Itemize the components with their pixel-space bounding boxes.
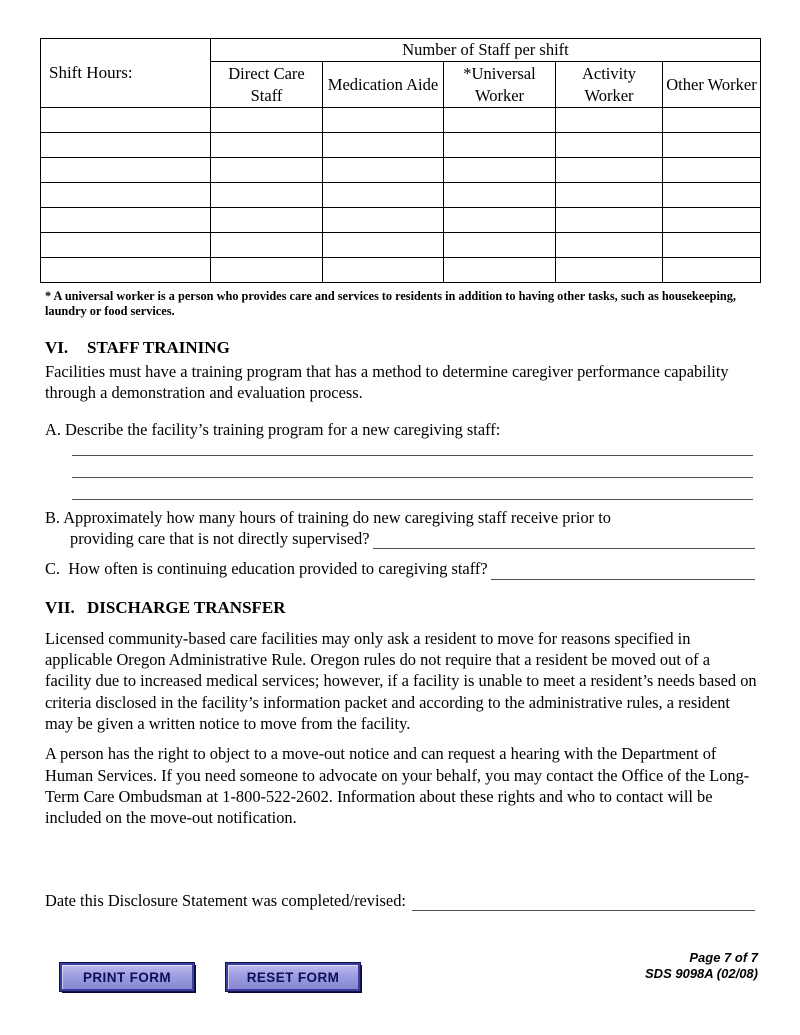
column-header-universal-worker: *Universal Worker [444,62,556,108]
staff-count-input-cell[interactable] [556,208,663,233]
section-vi-intro: Facilities must have a training program that has a method to determine caregiver performance capability through a demonstration and evaluation process. [45,361,729,403]
shift-hours-header: Shift Hours: [41,39,211,108]
staff-count-input-cell[interactable] [323,233,444,258]
shift-hours-input-cell[interactable] [41,208,211,233]
staff-table-row [41,183,761,208]
staff-table-empty-rows [41,108,761,283]
staff-count-input-cell[interactable] [323,158,444,183]
staff-count-input-cell[interactable] [211,233,323,258]
section-vi-number: VI. [45,337,69,357]
staff-table-header-rows [41,39,761,108]
staff-per-shift-table [40,38,761,283]
section-vii-paragraph-1: Licensed community-based care facilities may only ask a resident to move for reasons specified in applicable Oregon Administrative Rule. Oregon rules do not require that a resident be moved out of a facility due to increased medical services; however, if a facility is unable to meet a resident’s needs based on criteria disclosed in the facility’s information packet and according to the administrative rules, a resident may be given a written notice to move from the facility. [45,628,757,733]
question-b-line2: providing care that is not directly supervised? [70,529,370,549]
staff-count-input-cell[interactable] [444,133,556,158]
staff-count-input-cell[interactable] [556,133,663,158]
question-a-answer-line-2[interactable] [72,456,753,478]
section-vii-heading [45,598,755,618]
shift-hours-input-cell[interactable] [41,233,211,258]
staff-count-input-cell[interactable] [556,158,663,183]
staff-count-input-cell[interactable] [663,133,761,158]
print-form-button[interactable]: PRINT FORM [60,963,194,991]
column-header-other-worker: Other Worker [663,62,761,108]
staff-count-input-cell[interactable] [211,108,323,133]
staff-count-input-cell[interactable] [444,158,556,183]
staff-count-input-cell[interactable] [556,108,663,133]
staff-count-input-cell[interactable] [556,183,663,208]
staff-count-input-cell[interactable] [444,108,556,133]
page-info [645,950,758,982]
column-header-medication-aide: Medication Aide [323,62,444,108]
shift-hours-input-cell[interactable] [41,108,211,133]
staff-count-input-cell[interactable] [556,233,663,258]
staff-count-input-cell[interactable] [556,258,663,283]
section-vi-heading [45,338,755,358]
form-number: SDS 9098A (02/08) [645,965,758,981]
staff-count-input-cell[interactable] [444,233,556,258]
staff-count-input-cell[interactable] [444,208,556,233]
section-vii-number: VII. [45,597,75,617]
staff-count-input-cell[interactable] [323,183,444,208]
question-c [45,558,755,579]
shift-hours-input-cell[interactable] [41,158,211,183]
staff-table-row [41,208,761,233]
staff-count-input-cell[interactable] [323,258,444,283]
page-number: Page 7 of 7 [689,950,758,965]
staff-table-row [41,133,761,158]
column-header-direct-care-staff: Direct Care Staff [211,62,323,108]
question-c-label: C. How often is continuing education provided to caregiving staff? [45,559,488,579]
section-vi-title: STAFF TRAINING [87,337,230,357]
question-a-label: A. Describe the facility’s training program for a new caregiving staff: [45,420,501,440]
question-b-line1: B. Approximately how many hours of training do new caregiving staff receive prior to [45,507,611,527]
table-group-header: Number of Staff per shift [211,39,761,62]
reset-form-button[interactable]: RESET FORM [226,963,360,991]
question-c-answer-line[interactable] [491,558,755,579]
staff-count-input-cell[interactable] [663,233,761,258]
staff-count-input-cell[interactable] [663,183,761,208]
date-row [45,891,755,911]
staff-table-row [41,233,761,258]
date-input-line[interactable] [412,891,755,911]
staff-count-input-cell[interactable] [444,258,556,283]
staff-count-input-cell[interactable] [211,158,323,183]
staff-count-input-cell[interactable] [663,258,761,283]
staff-count-input-cell[interactable] [211,133,323,158]
question-a-answer-line-1[interactable] [72,441,753,456]
question-b-answer-line[interactable] [373,528,756,549]
column-header-activity-worker: Activity Worker [556,62,663,108]
staff-count-input-cell[interactable] [323,133,444,158]
staff-table-row [41,158,761,183]
staff-count-input-cell[interactable] [323,208,444,233]
staff-table-row [41,258,761,283]
staff-count-input-cell[interactable] [211,183,323,208]
staff-count-input-cell[interactable] [663,108,761,133]
shift-hours-input-cell[interactable] [41,183,211,208]
question-a-answer-line-3[interactable] [72,478,753,500]
question-b [45,507,755,550]
staff-count-input-cell[interactable] [663,158,761,183]
form-buttons [60,963,360,991]
staff-table-row [41,108,761,133]
staff-count-input-cell[interactable] [663,208,761,233]
universal-worker-footnote: * A universal worker is a person who provides care and services to residents in addition to having other tasks, such as housekeeping, laundry or food services. [45,289,736,319]
page-footer [60,950,758,991]
date-label: Date this Disclosure Statement was completed/revised: [45,890,406,910]
staff-count-input-cell[interactable] [323,108,444,133]
section-vii-paragraph-2: A person has the right to object to a move-out notice and can request a hearing with the Department of Human Services. If you need someone to advocate on your behalf, you may contact the Office of the Long-Term Care Ombudsman at 1-800-522-2602. Information about these rights and who to contact will be included on the move-out notification. [45,744,750,828]
section-vii-title: DISCHARGE TRANSFER [87,597,286,617]
shift-hours-input-cell[interactable] [41,133,211,158]
shift-hours-input-cell[interactable] [41,258,211,283]
staff-count-input-cell[interactable] [211,208,323,233]
staff-count-input-cell[interactable] [211,258,323,283]
staff-count-input-cell[interactable] [444,183,556,208]
